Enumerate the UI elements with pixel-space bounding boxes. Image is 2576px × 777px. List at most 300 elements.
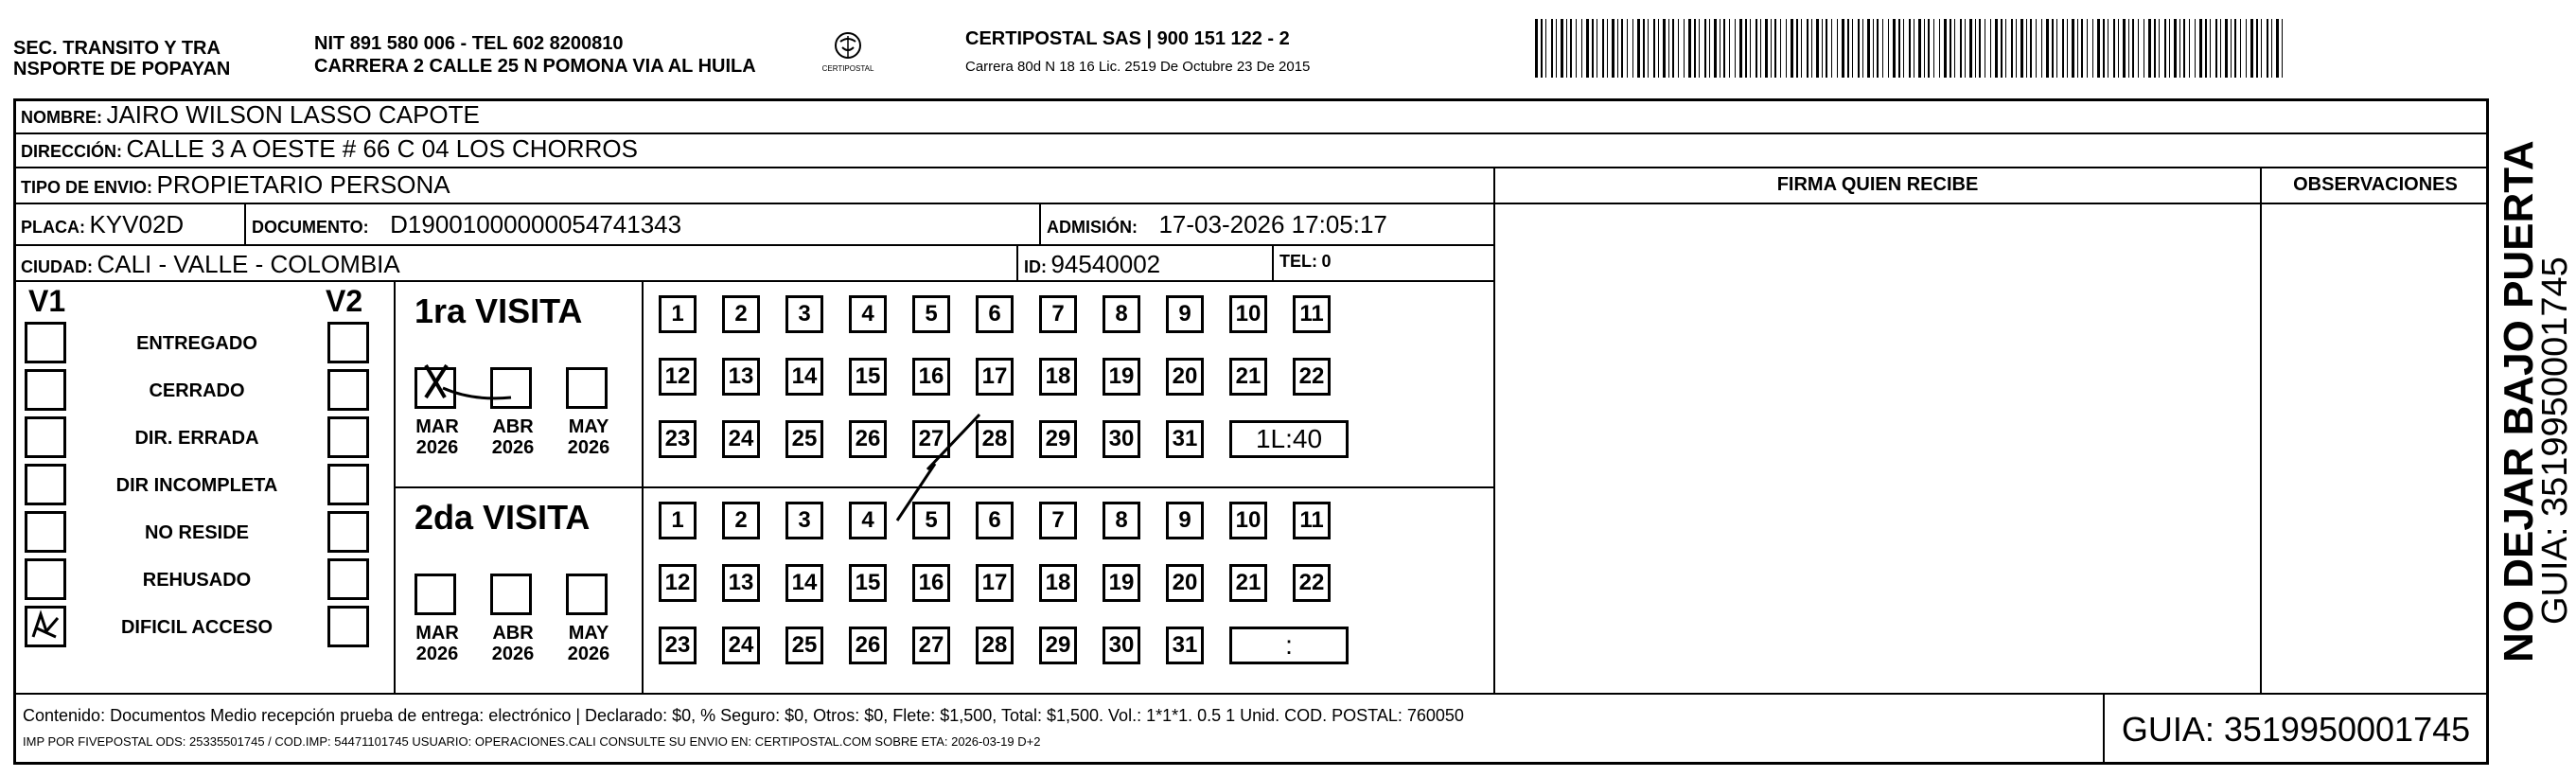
barcode-bar [2183, 19, 2185, 78]
day-box[interactable]: 7 [1039, 295, 1077, 333]
month-checkbox[interactable] [566, 574, 608, 615]
barcode-bar [2159, 19, 2160, 78]
day-box[interactable]: 27 [912, 627, 950, 664]
barcode-bar [1888, 19, 1889, 78]
certipostal-logo [814, 28, 882, 81]
barcode-bar [2097, 19, 2100, 78]
barcode-bar [1975, 19, 1976, 78]
month-name: MAY [568, 623, 609, 644]
barcode-bar [2205, 19, 2207, 78]
status-v1-checkbox[interactable] [25, 511, 66, 553]
day-box[interactable]: 2 [722, 295, 760, 333]
barcode-bar [2077, 19, 2078, 78]
barcode-bar [1704, 19, 1706, 78]
day-box[interactable]: 28 [976, 627, 1014, 664]
month-checkbox[interactable] [415, 574, 456, 615]
day-box[interactable]: 29 [1039, 627, 1077, 664]
status-label: DIFICIL ACCESO [120, 617, 273, 638]
barcode-bar [2234, 19, 2236, 78]
status-v2-checkbox[interactable] [327, 416, 369, 458]
barcode-bar [1556, 19, 1557, 78]
admision-field [1047, 210, 1387, 239]
barcode-bar [1723, 19, 1725, 78]
status-label: DIR. ERRADA [134, 428, 259, 449]
barcode-bar [1882, 19, 1883, 78]
agency-name [13, 38, 230, 79]
day-box[interactable]: 15 [849, 564, 887, 602]
day-box[interactable]: 31 [1166, 420, 1204, 458]
day-box[interactable]: 14 [785, 564, 823, 602]
barcode-bar [1729, 19, 1730, 78]
firma-area [1493, 203, 2262, 695]
day-box[interactable]: 5 [912, 502, 950, 539]
barcode-bar [2215, 19, 2217, 78]
barcode-bar [1756, 19, 1757, 78]
barcode-bar [1842, 19, 1844, 78]
month-label [562, 416, 615, 458]
id-value: 94540002 [1050, 250, 1161, 278]
barcode-bar [1592, 19, 1594, 78]
day-box[interactable]: 12 [659, 564, 697, 602]
tel-label: TEL: [1279, 252, 1317, 271]
barcode-bar [2138, 19, 2139, 78]
day-box[interactable]: 31 [1166, 627, 1204, 664]
status-v2-checkbox[interactable] [327, 369, 369, 411]
barcode-bar [2179, 19, 2180, 78]
barcode-bar [2169, 19, 2170, 78]
day-box[interactable]: 18 [1039, 564, 1077, 602]
day-box[interactable]: 2 [722, 502, 760, 539]
day-box[interactable]: 16 [912, 564, 950, 602]
agency-line-2: NSPORTE DE POPAYAN [13, 59, 231, 79]
month-year: 2026 [491, 437, 535, 458]
status-v1-checkbox[interactable] [25, 606, 66, 647]
barcode-bar [2052, 19, 2054, 78]
day-27-slash-mark [890, 409, 1022, 570]
barcode-bar [2231, 19, 2232, 78]
barcode-bar [2036, 19, 2037, 78]
license-line: Carrera 80d N 18 16 Lic. 2519 De Octubre 23 De 2015 [965, 59, 1311, 75]
barcode-bar [1581, 19, 1582, 78]
barcode-bar [1672, 19, 1674, 78]
barcode-bar [2154, 19, 2156, 78]
barcode-bar [1739, 19, 1742, 78]
firma-label: FIRMA QUIEN RECIBE [1776, 174, 1979, 195]
status-v2-checkbox[interactable] [327, 511, 369, 553]
logo-icon [814, 28, 882, 81]
barcode-bar [1786, 19, 1787, 78]
barcode-bar [2123, 19, 2126, 78]
barcode-bar [2030, 19, 2032, 78]
barcode-bar [1990, 19, 1991, 78]
day-box[interactable]: 29 [1039, 420, 1077, 458]
id-label: ID: [1024, 257, 1047, 276]
status-label: DIR INCOMPLETA [115, 475, 278, 496]
day-box[interactable]: 13 [722, 358, 760, 396]
barcode-bar [2132, 19, 2134, 78]
barcode-bar [1979, 19, 1981, 78]
status-v1-checkbox[interactable] [25, 369, 66, 411]
day-box[interactable]: 4 [849, 295, 887, 333]
barcode-bar [1847, 19, 1849, 78]
tipo-field [21, 170, 450, 200]
barcode-bar [2011, 19, 2013, 78]
month-name: ABR [492, 416, 534, 437]
barcode-bar [2103, 19, 2105, 78]
month-label [562, 623, 615, 664]
day-box[interactable]: 7 [1039, 502, 1077, 539]
day-box[interactable]: 11 [1293, 502, 1331, 539]
nombre-label: NOMBRE: [21, 108, 102, 127]
barcode-bar [1873, 19, 1874, 78]
barcode-bar [2087, 19, 2088, 78]
barcode-bar [1551, 19, 1553, 78]
barcode-bar [1643, 19, 1645, 78]
observaciones-label: OBSERVACIONES [2293, 174, 2458, 195]
barcode-bar [2148, 19, 2151, 78]
barcode-bar [1858, 19, 1860, 78]
barcode-bar [2092, 19, 2093, 78]
footer-guia: GUIA: 3519950001745 [2121, 710, 2471, 749]
barcode-bar [2026, 19, 2027, 78]
address-line: CARRERA 2 CALLE 25 N POMONA VIA AL HUILA [314, 56, 756, 77]
day-box[interactable]: 23 [659, 420, 697, 458]
barcode-bar [2005, 19, 2006, 78]
day-box[interactable]: 20 [1166, 564, 1204, 602]
barcode-bar [1801, 19, 1802, 78]
day-box[interactable]: 19 [1103, 358, 1140, 396]
direccion-value: CALLE 3 A OESTE # 66 C 04 LOS CHORROS [126, 134, 638, 163]
barcode-bar [1924, 19, 1925, 78]
barcode-bar [1960, 19, 1962, 78]
day-box[interactable]: 3 [785, 295, 823, 333]
logo-text: CERTIPOSTAL [821, 64, 874, 73]
day-box[interactable]: 10 [1229, 502, 1267, 539]
month-name: MAR [415, 623, 459, 644]
barcode-bar [1933, 19, 1934, 78]
barcode-bar [1995, 19, 1998, 78]
barcode-bar [1709, 19, 1710, 78]
day-box[interactable]: 15 [849, 358, 887, 396]
barcode-bar [1694, 19, 1696, 78]
day-box[interactable]: 10 [1229, 295, 1267, 333]
status-v2-checkbox[interactable] [327, 558, 369, 600]
barcode-bar [1811, 19, 1812, 78]
day-box[interactable]: 8 [1103, 502, 1140, 539]
barcode-bar [1602, 19, 1604, 78]
documento-value: D19001000000054741343 [390, 210, 682, 238]
barcode-bar [1653, 19, 1655, 78]
month-year: 2026 [491, 644, 535, 664]
status-v2-checkbox[interactable] [327, 464, 369, 505]
barcode-bar [1862, 19, 1863, 78]
day-box[interactable]: 20 [1166, 358, 1204, 396]
nombre-field [21, 100, 480, 130]
barcode-bar [2062, 19, 2064, 78]
day-box[interactable]: 25 [785, 420, 823, 458]
month-year: 2026 [567, 644, 610, 664]
barcode-bar [1893, 19, 1896, 78]
day-box[interactable]: 18 [1039, 358, 1077, 396]
admision-label: ADMISIÓN: [1047, 218, 1138, 237]
day-box[interactable]: 27 [912, 420, 950, 458]
ciudad-label: CIUDAD: [21, 257, 93, 276]
status-label: CERRADO [149, 380, 245, 401]
barcode-bar [2046, 19, 2049, 78]
month-name: ABR [492, 623, 534, 644]
visit2-time-box[interactable]: : [1229, 627, 1349, 664]
barcode-bar [1852, 19, 1853, 78]
nombre-value: JAIRO WILSON LASSO CAPOTE [106, 100, 480, 129]
day-box[interactable]: 4 [849, 502, 887, 539]
barcode-bar [1807, 19, 1808, 78]
barcode-bar [1774, 19, 1776, 78]
barcode-bar [2240, 19, 2241, 78]
barcode-bar [1898, 19, 1900, 78]
barcode-bar [1545, 19, 1546, 78]
barcode-bar [1950, 19, 1951, 78]
status-v2-checkbox[interactable] [327, 606, 369, 647]
placa-label: PLACA: [21, 218, 85, 237]
barcode-bar [1714, 19, 1717, 78]
agency-line-1: SEC. TRANSITO Y TRA [13, 38, 221, 59]
barcode-bar [1535, 19, 1538, 78]
footer-content-cell [13, 693, 2105, 765]
month-name: MAR [415, 416, 459, 437]
status-label: ENTREGADO [136, 333, 257, 354]
direccion-label: DIRECCIÓN: [21, 142, 122, 161]
barcode-bar [1837, 19, 1838, 78]
barcode-bar [2199, 19, 2202, 78]
barcode-bar [2225, 19, 2228, 78]
barcode-bar [2164, 19, 2166, 78]
day-box[interactable]: 12 [659, 358, 697, 396]
company-line: CERTIPOSTAL SAS | 900 151 122 - 2 [965, 28, 1290, 49]
barcode-bar [1566, 19, 1567, 78]
barcode-bar [1637, 19, 1640, 78]
day-box[interactable]: 19 [1103, 564, 1140, 602]
status-v1-checkbox[interactable] [25, 558, 66, 600]
day-box[interactable]: 26 [849, 627, 887, 664]
barcode-bar [1632, 19, 1633, 78]
month-year: 2026 [415, 644, 459, 664]
day-box[interactable]: 23 [659, 627, 697, 664]
barcode-bar [2267, 19, 2268, 78]
barcode-bar [1688, 19, 1691, 78]
day-box[interactable]: 25 [785, 627, 823, 664]
month-checkbox[interactable] [566, 367, 608, 409]
barcode-bar [1760, 19, 1761, 78]
day-box[interactable]: 14 [785, 358, 823, 396]
ciudad-value: CALI - VALLE - COLOMBIA [97, 250, 400, 278]
day-box[interactable]: 1 [659, 502, 697, 539]
day-box[interactable]: 9 [1166, 295, 1204, 333]
barcode-bar [1668, 19, 1669, 78]
barcode-bar [1607, 19, 1608, 78]
barcode-bar [1627, 19, 1628, 78]
v2-label: V2 [326, 284, 363, 318]
month-year: 2026 [415, 437, 459, 458]
barcode-bar [2113, 19, 2115, 78]
barcode-bar [1648, 19, 1649, 78]
tel-field [1279, 252, 1331, 272]
barcode-bar [2256, 19, 2258, 78]
barcode-bar [1944, 19, 1947, 78]
agency-contact [314, 32, 756, 78]
visit1-time-box[interactable]: 1L:40 [1229, 420, 1349, 458]
day-box[interactable]: 26 [849, 420, 887, 458]
barcode-bar [1576, 19, 1577, 78]
day-box[interactable]: 28 [976, 420, 1014, 458]
footer-line-1: Contenido: Documentos Medio recepción prueba de entrega: electrónico | Declarado: $0, % Seguro: $0, Otros: $0, Flete: $1,500, Total: $1,500. Vol.: 1*1*1. 0.5 1 Unid. COD. POSTAL: 760050 [23, 706, 1464, 725]
barcode-bar [1617, 19, 1618, 78]
barcode-bar [2041, 19, 2042, 78]
barcode-bar [2016, 19, 2017, 78]
barcode-bar [1939, 19, 1940, 78]
nit-line: NIT 891 580 006 - TEL 602 8200810 [314, 33, 624, 54]
tipo-value: PROPIETARIO PERSONA [156, 170, 450, 199]
barcode-bar [2189, 19, 2190, 78]
barcode-bar [2250, 19, 2253, 78]
tipo-label: TIPO DE ENVIO: [21, 178, 153, 197]
barcode-bar [2210, 19, 2211, 78]
barcode-bar [1735, 19, 1736, 78]
barcode-bar [1621, 19, 1623, 78]
barcode [1535, 19, 2292, 78]
ciudad-field [21, 250, 400, 279]
barcode-bar [1877, 19, 1879, 78]
day-box[interactable]: 21 [1229, 564, 1267, 602]
status-label: REHUSADO [142, 570, 252, 591]
barcode-bar [2056, 19, 2057, 78]
day-box[interactable]: 21 [1229, 358, 1267, 396]
day-box[interactable]: 6 [976, 502, 1014, 539]
barcode-bar [2276, 19, 2279, 78]
id-field [1024, 250, 1160, 279]
barcode-bar [1826, 19, 1827, 78]
barcode-bar [2128, 19, 2129, 78]
barcode-bar [1541, 19, 1543, 78]
barcode-bar [2261, 19, 2262, 78]
day-box[interactable]: 6 [976, 295, 1014, 333]
barcode-bar [2118, 19, 2119, 78]
status-v2-checkbox[interactable] [327, 322, 369, 363]
barcode-bar [1612, 19, 1614, 78]
barcode-bar [1684, 19, 1685, 78]
barcode-bars [1535, 19, 2283, 78]
month-year: 2026 [567, 437, 610, 458]
barcode-bar [1791, 19, 1793, 78]
day-box[interactable]: 17 [976, 564, 1014, 602]
day-box[interactable]: 22 [1293, 564, 1331, 602]
side-guia: GUIA: 3519950001745 [2535, 256, 2575, 625]
month-label [486, 623, 539, 664]
barcode-bar [1796, 19, 1798, 78]
barcode-bar [2195, 19, 2196, 78]
barcode-bar [2067, 19, 2068, 78]
barcode-bar [2081, 19, 2083, 78]
placa-value: KYV02D [89, 210, 185, 238]
barcode-bar [1663, 19, 1666, 78]
barcode-bar [2220, 19, 2221, 78]
barcode-bar [1780, 19, 1781, 78]
barcode-bar [2246, 19, 2247, 78]
barcode-bar [1867, 19, 1870, 78]
barcode-bar [1745, 19, 1747, 78]
barcode-bar [1918, 19, 1921, 78]
day-box[interactable]: 3 [785, 502, 823, 539]
barcode-bar [1909, 19, 1911, 78]
barcode-bar [2282, 19, 2283, 78]
barcode-bar [1750, 19, 1751, 78]
barcode-bar [1765, 19, 1768, 78]
day-box[interactable]: 22 [1293, 358, 1331, 396]
day-box[interactable]: 1 [659, 295, 697, 333]
barcode-bar [1903, 19, 1904, 78]
documento-field [252, 210, 681, 239]
placa-field [21, 210, 184, 239]
day-box[interactable]: 17 [976, 358, 1014, 396]
barcode-bar [2174, 19, 2177, 78]
barcode-bar [2020, 19, 2023, 78]
barcode-bar [1954, 19, 1955, 78]
month-label [411, 623, 464, 664]
barcode-bar [2072, 19, 2074, 78]
barcode-bar [1969, 19, 1972, 78]
status-v1-checkbox[interactable] [25, 322, 66, 363]
side-warning: NO DEJAR BAJO PUERTA [2496, 140, 2542, 662]
v1-label: V1 [28, 284, 66, 318]
status-label: NO RESIDE [144, 522, 250, 543]
day-box[interactable]: 24 [722, 420, 760, 458]
month-checkbox[interactable] [490, 574, 532, 615]
month-name: MAY [568, 416, 609, 437]
day-box[interactable]: 30 [1103, 627, 1140, 664]
barcode-bar [1928, 19, 1930, 78]
day-box[interactable]: 8 [1103, 295, 1140, 333]
observaciones-area [2260, 203, 2489, 695]
status-v1-checkbox[interactable] [25, 464, 66, 505]
tel-value: 0 [1321, 252, 1332, 271]
barcode-bar [1658, 19, 1659, 78]
barcode-bar [1699, 19, 1700, 78]
documento-label: DOCUMENTO: [252, 218, 369, 237]
barcode-bar [1831, 19, 1832, 78]
barcode-bar [1570, 19, 1572, 78]
barcode-bar [1561, 19, 1563, 78]
day-box[interactable]: 16 [912, 358, 950, 396]
visit1-check-mark [407, 360, 539, 435]
barcode-bar [1678, 19, 1679, 78]
barcode-bar [1822, 19, 1823, 78]
barcode-bar [1965, 19, 1966, 78]
day-box[interactable]: 13 [722, 564, 760, 602]
barcode-bar [1771, 19, 1772, 78]
visit1-title: 1ra VISITA [415, 291, 583, 330]
barcode-bar [2271, 19, 2272, 78]
status-v1-checkbox[interactable] [25, 416, 66, 458]
day-box[interactable]: 5 [912, 295, 950, 333]
footer-line-2: IMP POR FIVEPOSTAL ODS: 25335501745 / COD.IMP: 54471101745 USUARIO: OPERACIONES.CALI CONSULTE SU ENVIO EN: CERTIPOSTAL.COM SOBRE ETA: 2026-03-19 D+2 [23, 734, 1041, 749]
day-box[interactable]: 11 [1293, 295, 1331, 333]
barcode-bar [1586, 19, 1589, 78]
day-box[interactable]: 9 [1166, 502, 1204, 539]
barcode-bar [1816, 19, 1819, 78]
day-box[interactable]: 30 [1103, 420, 1140, 458]
visit2-title: 2da VISITA [415, 498, 591, 537]
day-box[interactable]: 24 [722, 627, 760, 664]
direccion-field [21, 134, 638, 164]
